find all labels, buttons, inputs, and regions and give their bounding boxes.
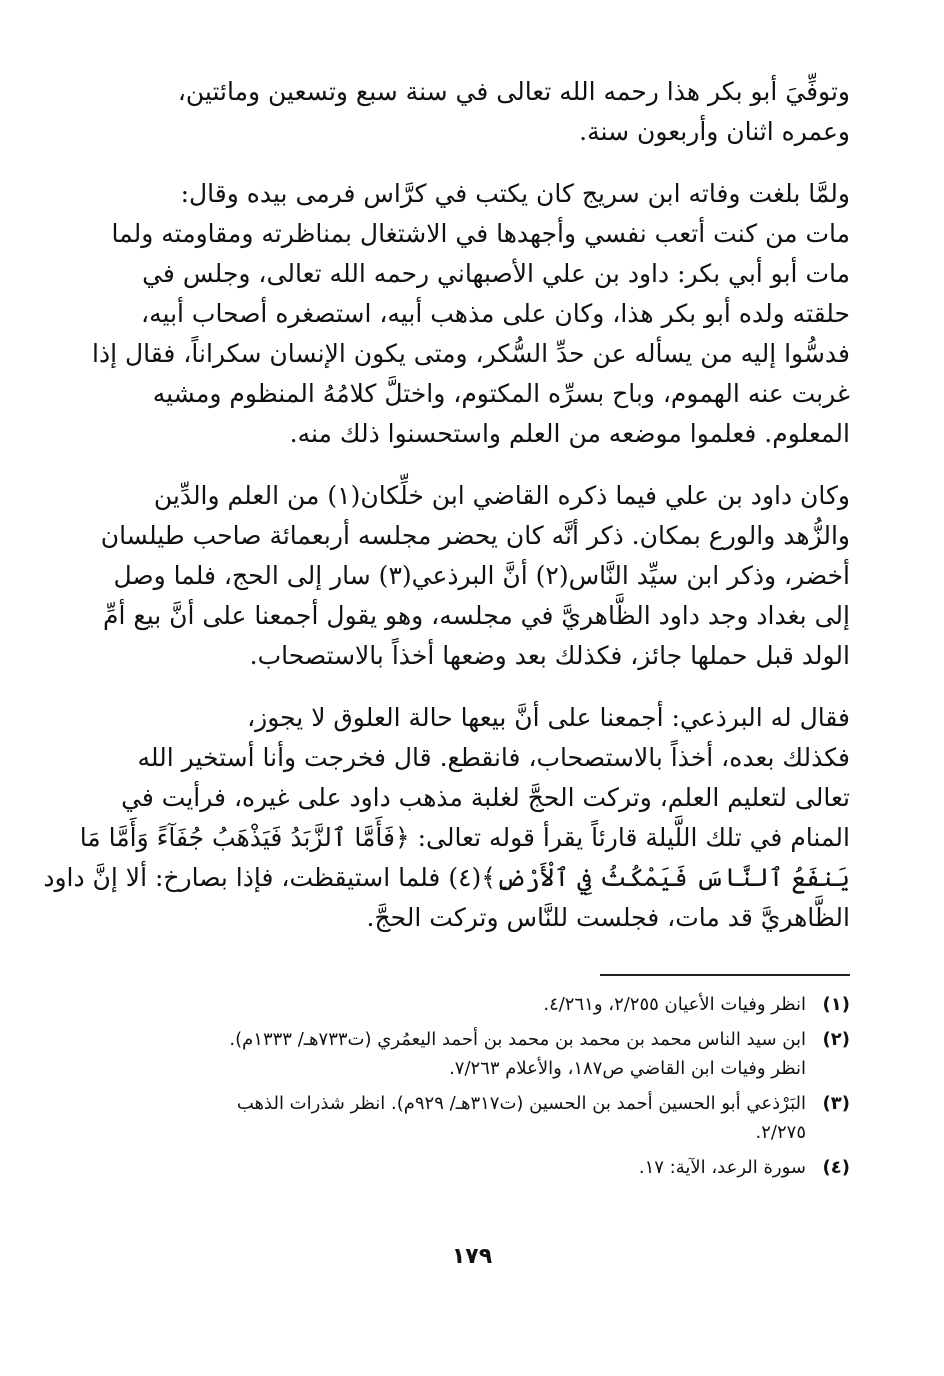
text-line: غربت عنه الهموم، وباح بسرِّه المكتوم، واختلَّ كلامُهُ المنظوم ومشيه [152, 379, 850, 408]
text-line: المنام في تلك اللَّيلة قارئاً يقرأ قوله تعالى: ﴿فَأَمَّا ٱلزَّبَدُ فَيَذْهَبُ جُفَآءً وَأَمَّا مَا [79, 823, 850, 852]
footnote-text [100, 1025, 806, 1083]
footnote-1 [100, 990, 850, 1019]
text-line: فدسُّوا إليه من يسأله عن حدِّ السُّكر، ومتى يكون الإنسان سكراناً، فقال إذا [92, 339, 850, 368]
footnote-line: انظر وفيات ابن القاضي ص١٨٧، والأعلام ٧/٢٦٣. [449, 1058, 806, 1079]
text-line: إلى بغداد وجد داود الظَّاهريَّ في مجلسه، وهو يقول أجمعنا على أنَّ بيع أمِّ [103, 601, 850, 630]
footnote-number: (٤) [822, 1157, 850, 1178]
text-line: وكان داود بن علي فيما ذكره القاضي ابن خلِّكان(١) من العلم والدِّين [153, 481, 850, 510]
footnote-3 [100, 1089, 850, 1147]
footnote-text [100, 1153, 806, 1182]
footnote-text [100, 990, 806, 1019]
paragraph-3 [100, 476, 850, 676]
text-line: يَنفَعُ ٱلنَّاسَ فَيَمْكُثُ فِي ٱلْأَرْضِ﴾(٤) فلما استيقظت، فإذا بصارخ: ألا إنَّ داود [43, 863, 850, 892]
footnotes [100, 990, 850, 1182]
text-line: أخضر، وذكر ابن سيِّد النَّاس(٢) أنَّ البرذعي(٣) سار إلى الحج، فلما وصل [113, 561, 850, 590]
paragraph-4 [43, 698, 850, 938]
footnote-number: (٣) [822, 1093, 850, 1114]
footnote-line: ٢/٢٧٥. [755, 1122, 806, 1143]
footnote-separator [600, 974, 850, 976]
footnote-text [100, 1089, 806, 1147]
text-line: ولمَّا بلغت وفاته ابن سريج كان يكتب في كرَّاس فرمى بيده وقال: [180, 179, 850, 208]
footnote-number: (٢) [822, 1029, 850, 1050]
footnote-number: (١) [822, 994, 850, 1015]
text-line: حلقته ولده أبو بكر هذا، وكان على مذهب أبيه، استصغره أصحاب أبيه، [141, 299, 850, 328]
text-line: مات من كنت أتعب نفسي وأجهدها في الاشتغال بمناظرته ومقاومته ولما [111, 219, 850, 248]
text-line: الظَّاهريَّ قد مات، فجلست للنَّاس وتركت الحجَّ. [366, 903, 850, 932]
paragraph-2 [92, 174, 850, 454]
text-line: مات أبو أبي بكر: داود بن علي الأصبهاني رحمه الله تعالى، وجلس في [142, 259, 850, 288]
text-line: وتوفِّيَ أبو بكر هذا رحمه الله تعالى في سنة سبع وتسعين ومائتين، [177, 77, 850, 106]
page-number: ١٧٩ [451, 1244, 493, 1269]
text-line: فقال له البرذعي: أجمعنا على أنَّ بيعها حالة العلوق لا يجوز، [247, 703, 850, 732]
footnote-2 [100, 1025, 850, 1083]
footnote-line: ابن سيد الناس محمد بن محمد بن محمد بن أحمد اليعمُري (ت٧٣٣هـ/ ١٣٣٣م). [229, 1029, 806, 1050]
paragraph-1 [100, 72, 850, 152]
text-line: المعلوم. فعلموا موضعه من العلم واستحسنوا ذلك منه. [289, 419, 850, 448]
footnote-line: سورة الرعد، الآية: ١٧. [638, 1157, 806, 1178]
footnote-4 [100, 1153, 850, 1182]
text-line: تعالى لتعليم العلم، وتركت الحجَّ لغلبة مذهب داود على غيره، فرأيت في [121, 783, 850, 812]
footnote-line: البَرْذعي أبو الحسين أحمد بن الحسين (ت٣١٧هـ/ ٩٢٩م). انظر شذرات الذهب [236, 1093, 806, 1114]
footnote-line: انظر وفيات الأعيان ٢/٢٥٥، و٤/٢٦١. [543, 994, 806, 1015]
text-line: فكذلك بعده، أخذاً بالاستصحاب، فانقطع. قال فخرجت وأنا أستخير الله [137, 743, 850, 772]
text-line: والزُّهد والورع بمكان. ذكر أنَّه كان يحضر مجلسه أربعمائة صاحب طيلسان [100, 521, 850, 550]
text-line: وعمره اثنان وأربعون سنة. [579, 117, 850, 146]
text-line: الولد قبل حملها جائز، فكذلك بعد وضعها أخذاً بالاستصحاب. [249, 641, 850, 670]
main-text [43, 72, 850, 938]
